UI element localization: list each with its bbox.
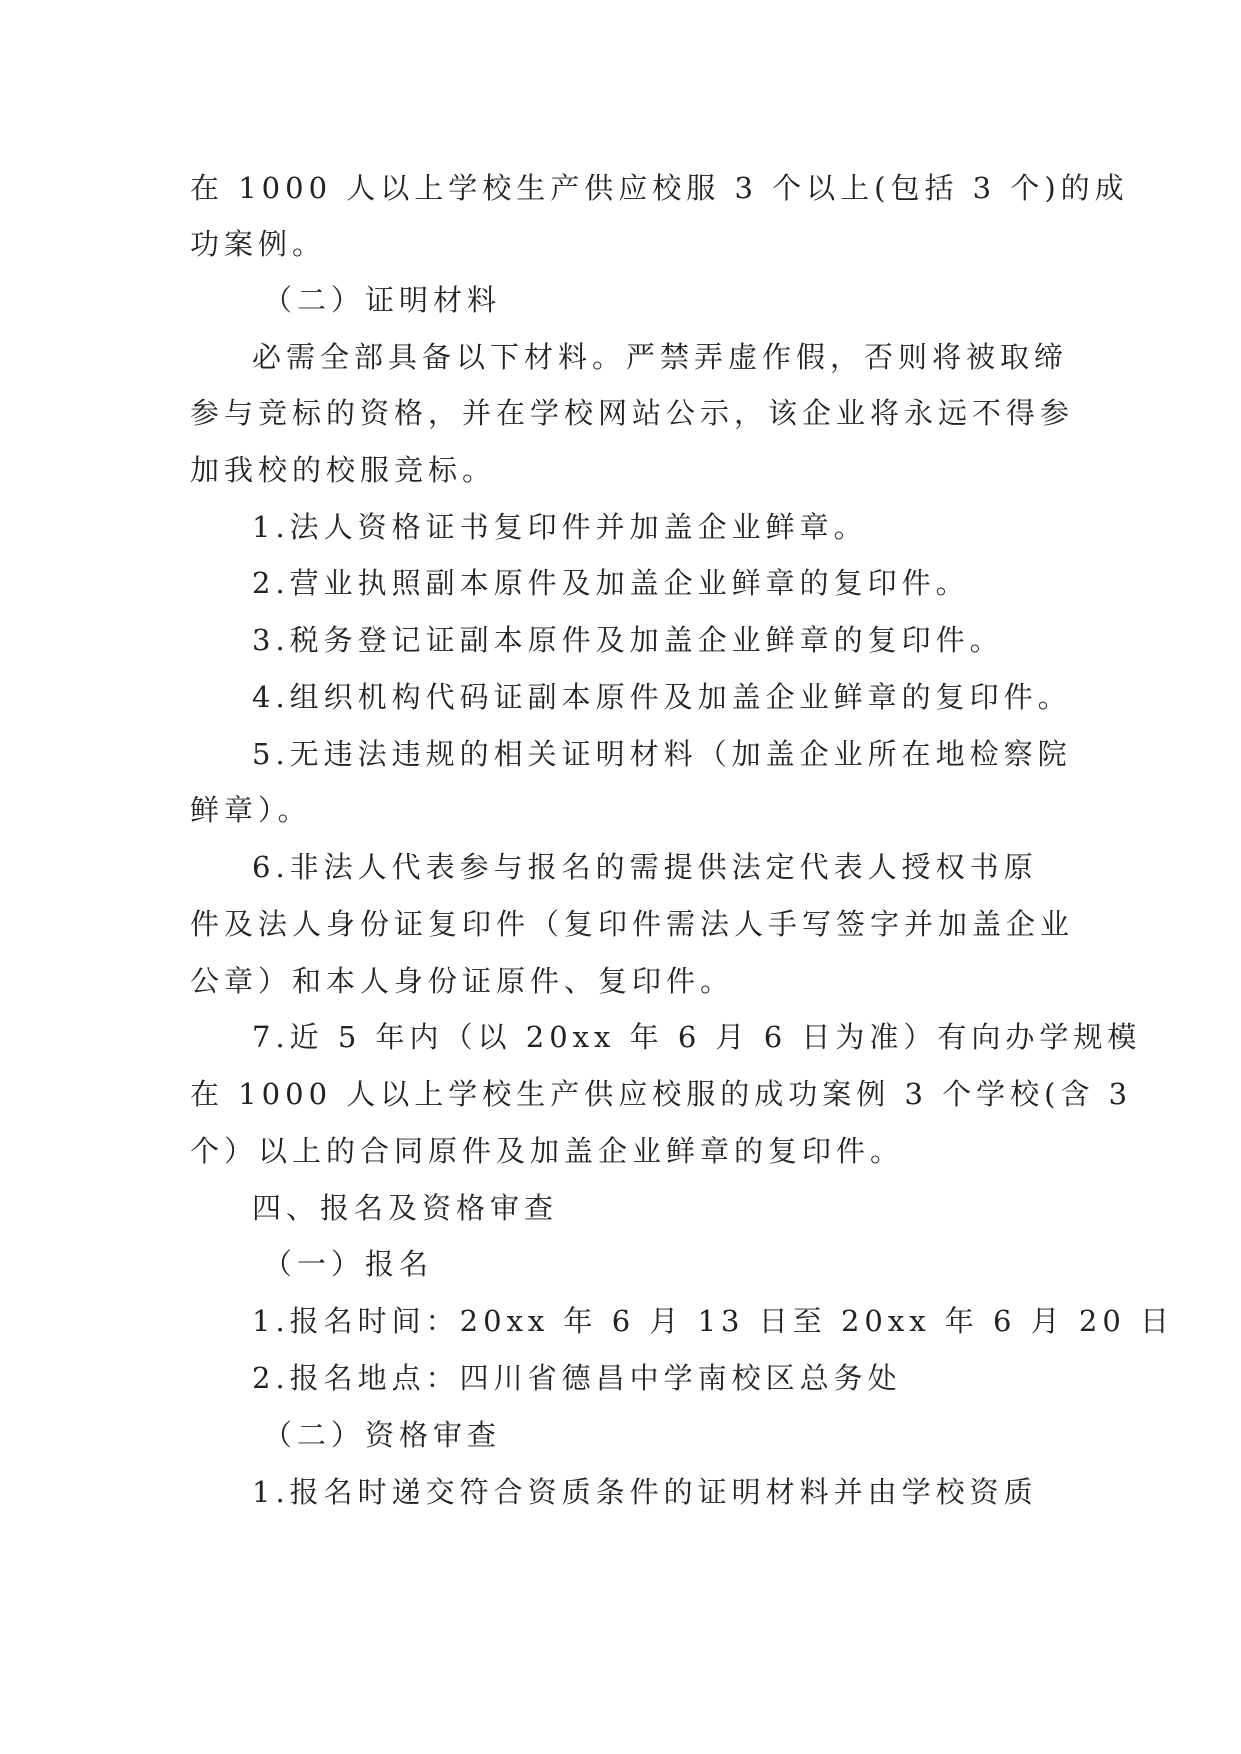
text-line: 个）以上的合同原件及加盖企业鲜章的复印件。	[190, 1134, 905, 1168]
section-heading: 四、报名及资格审查	[252, 1191, 559, 1225]
text-line: 加我校的校服竞标。	[190, 453, 497, 487]
text-line: 件及法人身份证复印件（复印件需法人手写签字并加盖企业	[190, 907, 1075, 941]
text-line: 功案例。	[190, 227, 327, 261]
list-item: 2.营业执照副本原件及加盖企业鲜章的复印件。	[252, 566, 970, 600]
text-line: 参与竞标的资格，并在学校网站公示，该企业将永远不得参	[190, 396, 1075, 430]
text-line: 在 1000 人以上学校生产供应校服的成功案例 3 个学校(含 3	[190, 1077, 1133, 1111]
text-line: 公章）和本人身份证原件、复印件。	[190, 964, 735, 998]
section-heading: （一）报名	[263, 1247, 434, 1281]
list-item: 2.报名地点：四川省德昌中学南校区总务处	[252, 1361, 902, 1395]
text-line: 在 1000 人以上学校生产供应校服 3 个以上(包括 3 个)的成	[190, 171, 1129, 205]
section-heading: （二）证明材料	[263, 283, 502, 317]
text-line: 鲜章）。	[190, 793, 312, 827]
list-item: 7.近 5 年内（以 20xx 年 6 月 6 日为准）有向办学规模	[252, 1020, 1142, 1054]
list-item: 3.税务登记证副本原件及加盖企业鲜章的复印件。	[252, 623, 1004, 657]
list-item: 1.报名时递交符合资质条件的证明材料并由学校资质	[252, 1475, 1038, 1509]
list-item: 6.非法人代表参与报名的需提供法定代表人授权书原	[252, 850, 1038, 884]
list-item: 1.报名时间：20xx 年 6 月 13 日至 20xx 年 6 月 20 日	[252, 1304, 1174, 1338]
list-item: 1.法人资格证书复印件并加盖企业鲜章。	[252, 510, 868, 544]
list-item: 4.组织机构代码证副本原件及加盖企业鲜章的复印件。	[252, 680, 1072, 714]
list-item: 5.无违法违规的相关证明材料（加盖企业所在地检察院	[252, 737, 1072, 771]
section-heading: （二）资格审查	[263, 1418, 502, 1452]
text-line: 必需全部具备以下材料。严禁弄虚作假，否则将被取缔	[252, 340, 1069, 374]
